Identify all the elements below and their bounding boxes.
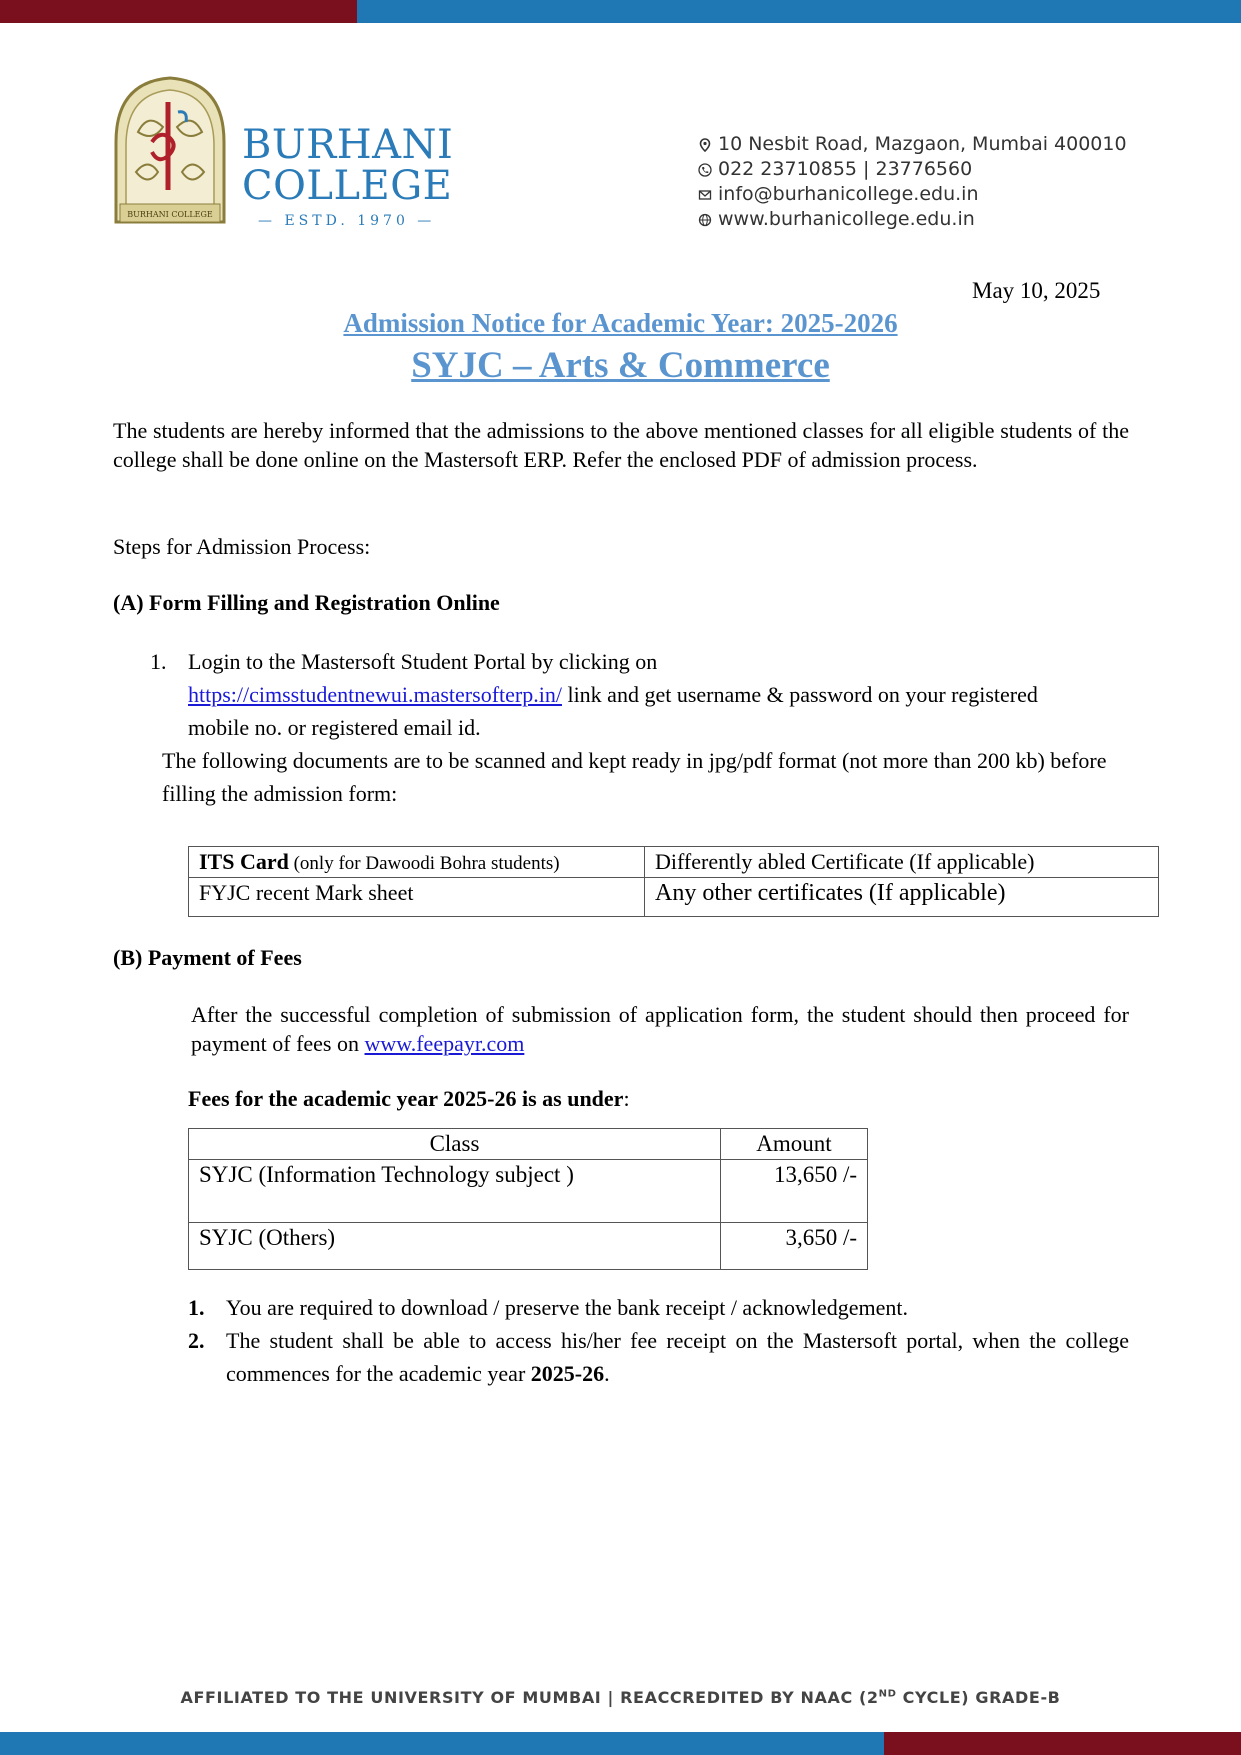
college-estd: — ESTD. 1970 — xyxy=(258,213,436,229)
documents-note: The following documents are to be scanned and kept ready in jpg/pdf format (not more than 200 kb) before filling the admission form: xyxy=(162,748,1107,806)
documents-cell: Any other certificates (If applicable) xyxy=(645,878,1159,917)
portal-link[interactable]: https://cimsstudentnewui.mastersofterp.in/ xyxy=(188,682,562,707)
contact-phone xyxy=(698,157,1127,182)
steps-heading: Steps for Admission Process: xyxy=(113,534,371,559)
fees-class-cell: SYJC (Information Technology subject ) xyxy=(189,1160,721,1223)
address-text: 10 Nesbit Road, Mazgaon, Mumbai 400010 xyxy=(718,133,1127,155)
documents-table xyxy=(188,846,1159,917)
college-name-line1: BURHANI xyxy=(242,122,454,168)
phone-text: 022 23710855 | 23776560 xyxy=(718,158,973,180)
phone-icon xyxy=(698,163,712,177)
fees-heading-text: Fees for the academic year 2025-26 is as under xyxy=(188,1086,624,1111)
email-text[interactable]: info@burhanicollege.edu.in xyxy=(718,183,979,205)
note-2-year: 2025-26 xyxy=(530,1361,605,1386)
documents-cell: FYJC recent Mark sheet xyxy=(189,878,645,917)
contact-address xyxy=(698,132,1127,157)
contact-email xyxy=(698,182,1127,207)
fees-table xyxy=(188,1128,868,1270)
table-row xyxy=(189,878,1159,917)
fees-col-amount: Amount xyxy=(721,1129,868,1160)
section-b-heading: (B) Payment of Fees xyxy=(113,945,302,970)
fees-amount-cell: 3,650 /- xyxy=(721,1223,868,1270)
its-card-note: (only for Dawoodi Bohra students) xyxy=(288,853,560,874)
section-a-heading: (A) Form Filling and Registration Online xyxy=(113,590,500,615)
note-1 xyxy=(188,1291,1129,1324)
documents-cell: Differently abled Certificate (If applicable) xyxy=(645,847,1159,878)
table-row xyxy=(189,1160,868,1223)
contact-block xyxy=(698,132,1127,232)
documents-cell xyxy=(189,847,645,878)
location-pin-icon xyxy=(698,138,712,152)
note-1-text: You are required to download / preserve the bank receipt / acknowledgement. xyxy=(226,1295,908,1320)
college-crest-logo xyxy=(108,72,232,230)
footer-pre: AFFILIATED TO THE UNIVERSITY OF MUMBAI | REACCREDITED BY NAAC (2 xyxy=(180,1688,879,1707)
footer-post: CYCLE) GRADE-B xyxy=(896,1688,1061,1707)
crest-caption: BURHANI COLLEGE xyxy=(127,210,213,219)
bottom-bar-maroon xyxy=(884,1732,1241,1755)
step-1-number: 1. xyxy=(150,649,167,674)
fees-heading xyxy=(188,1086,630,1112)
mail-icon xyxy=(698,188,712,202)
note-2-number: 2. xyxy=(188,1328,205,1353)
fees-col-class: Class xyxy=(189,1129,721,1160)
college-name-line2: COLLEGE xyxy=(242,163,453,209)
top-bar-maroon xyxy=(0,0,357,23)
step-1-text xyxy=(188,645,1088,744)
note-2 xyxy=(188,1324,1129,1390)
bottom-bar-blue xyxy=(0,1732,884,1755)
step-1-post: link and get username & password on your registered mobile no. or registered email id. xyxy=(188,682,1038,740)
fees-class-cell: SYJC (Others) xyxy=(189,1223,721,1270)
globe-icon xyxy=(698,213,712,227)
table-row xyxy=(189,847,1159,878)
intro-paragraph: The students are hereby informed that the admissions to the above mentioned classes for all eligible students of the college shall be done online on the Mastersoft ERP. Refer the enclosed PDF of admission process. xyxy=(113,418,1129,472)
step-1-pre: Login to the Mastersoft Student Portal by clicking on xyxy=(188,649,658,674)
fees-heading-colon: : xyxy=(623,1086,630,1111)
college-brand xyxy=(242,122,454,229)
notice-subtitle: SYJC – Arts & Commerce xyxy=(411,345,830,386)
estd-text: ESTD. 1970 xyxy=(284,213,409,229)
note-2-pre: The student shall be able to access his/her fee receipt on the Mastersoft portal, when the college commences for the academic year xyxy=(226,1328,1129,1386)
top-bar-blue xyxy=(357,0,1241,23)
table-header-row xyxy=(189,1129,868,1160)
payment-paragraph xyxy=(191,1000,1129,1058)
fee-notes xyxy=(188,1291,1129,1390)
note-1-number: 1. xyxy=(188,1295,205,1320)
footer-affiliation xyxy=(0,1688,1241,1707)
its-card-label: ITS Card xyxy=(199,849,289,874)
fees-amount-cell: 13,650 /- xyxy=(721,1160,868,1223)
note-2-post: . xyxy=(604,1361,610,1386)
website-text[interactable]: www.burhanicollege.edu.in xyxy=(718,208,975,230)
notice-date: May 10, 2025 xyxy=(972,278,1101,303)
feepayr-link[interactable]: www.feepayr.com xyxy=(364,1031,525,1056)
payment-text: After the successful completion of submission of application form, the student should then proceed for payment of fees on xyxy=(191,1002,1129,1056)
contact-website xyxy=(698,207,1127,232)
table-row xyxy=(189,1223,868,1270)
notice-title: Admission Notice for Academic Year: 2025-2026 xyxy=(343,308,898,338)
footer-sup: ND xyxy=(878,1688,897,1700)
